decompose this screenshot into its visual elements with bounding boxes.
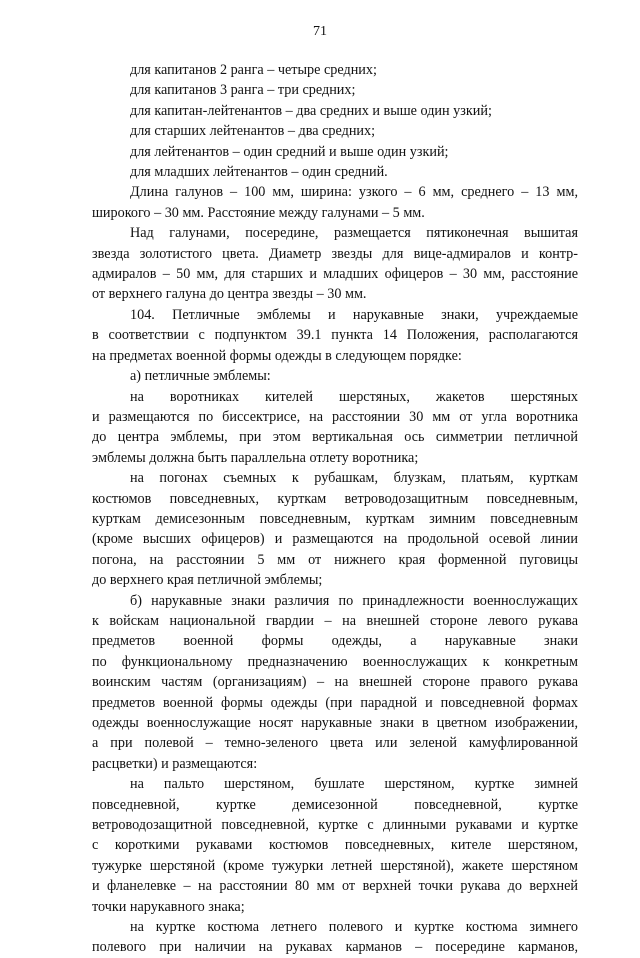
text-line: эмблемы должна быть параллельна отлету воротника; [92,449,419,466]
text-line: курткам демисезонным повседневным, курткам зимним повседневным [92,510,578,527]
text-line: на предметах военной формы одежды в следующем порядке: [92,347,462,364]
text-line: в соответствии с подпунктом 39.1 пункта 14 Положения, располагаются [92,327,578,344]
text-line: 104. Петличные эмблемы и нарукавные знаки, учреждаемые [130,306,578,323]
text-line: для младших лейтенантов – один средний. [130,164,388,181]
page-number: 71 [313,24,327,39]
text-line: к войскам национальной гвардии – на внешней стороне левого рукава [92,612,578,629]
text-line: а при полевой – темно-зеленого цвета или зеленой камуфлированной [92,735,578,752]
text-line: до центра эмблемы, при этом вертикальная ось симметрии петличной [92,429,578,446]
text-line: по функциональному предназначению военнослужащих к конкретным [92,653,578,670]
text-line: с короткими рукавами костюмов повседневных, кителе шерстяном, [92,837,578,854]
text-line: до верхнего края петличной эмблемы; [92,572,323,589]
text-line: на пальто шерстяном, бушлате шерстяном, куртке зимней [130,776,578,793]
text-line: звезда золотистого цвета. Диаметр звезды для вице-адмиралов и контр- [92,245,578,262]
text-line: адмиралов – 50 мм, для старших и младших офицеров – 30 мм, расстояние [92,266,578,283]
text-line: (кроме высших офицеров) и размещаются на продольной осевой линии [92,531,578,548]
text-line: костюмов повседневных, курткам ветроводозащитным повседневным, [92,490,578,507]
text-line: для капитанов 2 ранга – четыре средних; [130,62,377,78]
text-line: и размещаются по биссектрисе, на расстоянии 30 мм от угла воротника [92,408,578,425]
text-line: ветроводозащитной повседневной, куртке с длинными рукавами и куртке [92,817,578,834]
text-line: одежды военнослужащие носят нарукавные знаки в цветном изображении, [92,715,578,731]
text-line: на погонах съемных к рубашкам, блузкам, платьям, курткам [130,470,578,487]
text-line: для капитан-лейтенантов – два средних и выше один узкий; [130,102,492,119]
text-line: расцветки) и размещаются: [92,755,258,772]
text-line: для старших лейтенантов – два средних; [130,123,376,140]
document-body [92,60,578,958]
text-line: для лейтенантов – один средний и выше один узкий; [130,143,449,160]
text-line: тужурке шерстяной (кроме тужурки летней шерстяной), жакете шерстяном [92,857,578,874]
text-line: предметов военной формы одежды, а нарукавные знаки [92,633,578,650]
text-line: Над галунами, посередине, размещается пятиконечная вышитая [130,225,578,242]
text-line: Длина галунов – 100 мм, ширина: узкого – 6 мм, среднего – 13 мм, [130,184,578,201]
text-line: а) петличные эмблемы: [130,368,271,385]
text-line: повседневной, куртке демисезонной повседневной, куртке [92,796,578,813]
text-line: полевого при наличии на рукавах карманов – посередине карманов, [92,939,578,956]
text-line: точки нарукавного знака; [92,898,245,915]
text-line: на куртке костюма летнего полевого и куртке костюма зимнего [130,919,578,936]
text-line: на воротниках кителей шерстяных, жакетов шерстяных [130,388,578,405]
text-line: широкого – 30 мм. Расстояние между галунами – 5 мм. [92,204,425,221]
text-line: предметов военной формы одежды (при парадной и повседневной формах [92,694,578,711]
text-line: б) нарукавные знаки различия по принадлежности военнослужащих [130,592,578,609]
text-line: для капитанов 3 ранга – три средних; [130,82,356,99]
text-line: воинским частям (организациям) – на внешней стороне правого рукава [92,674,578,691]
text-line: погона, на расстоянии 5 мм от нижнего края форменной пуговицы [92,551,578,568]
text-line: и фланелевке – на расстоянии 80 мм от верхней точки рукава до верхней [92,878,578,895]
text-line: от верхнего галуна до центра звезды – 30 мм. [92,286,367,303]
